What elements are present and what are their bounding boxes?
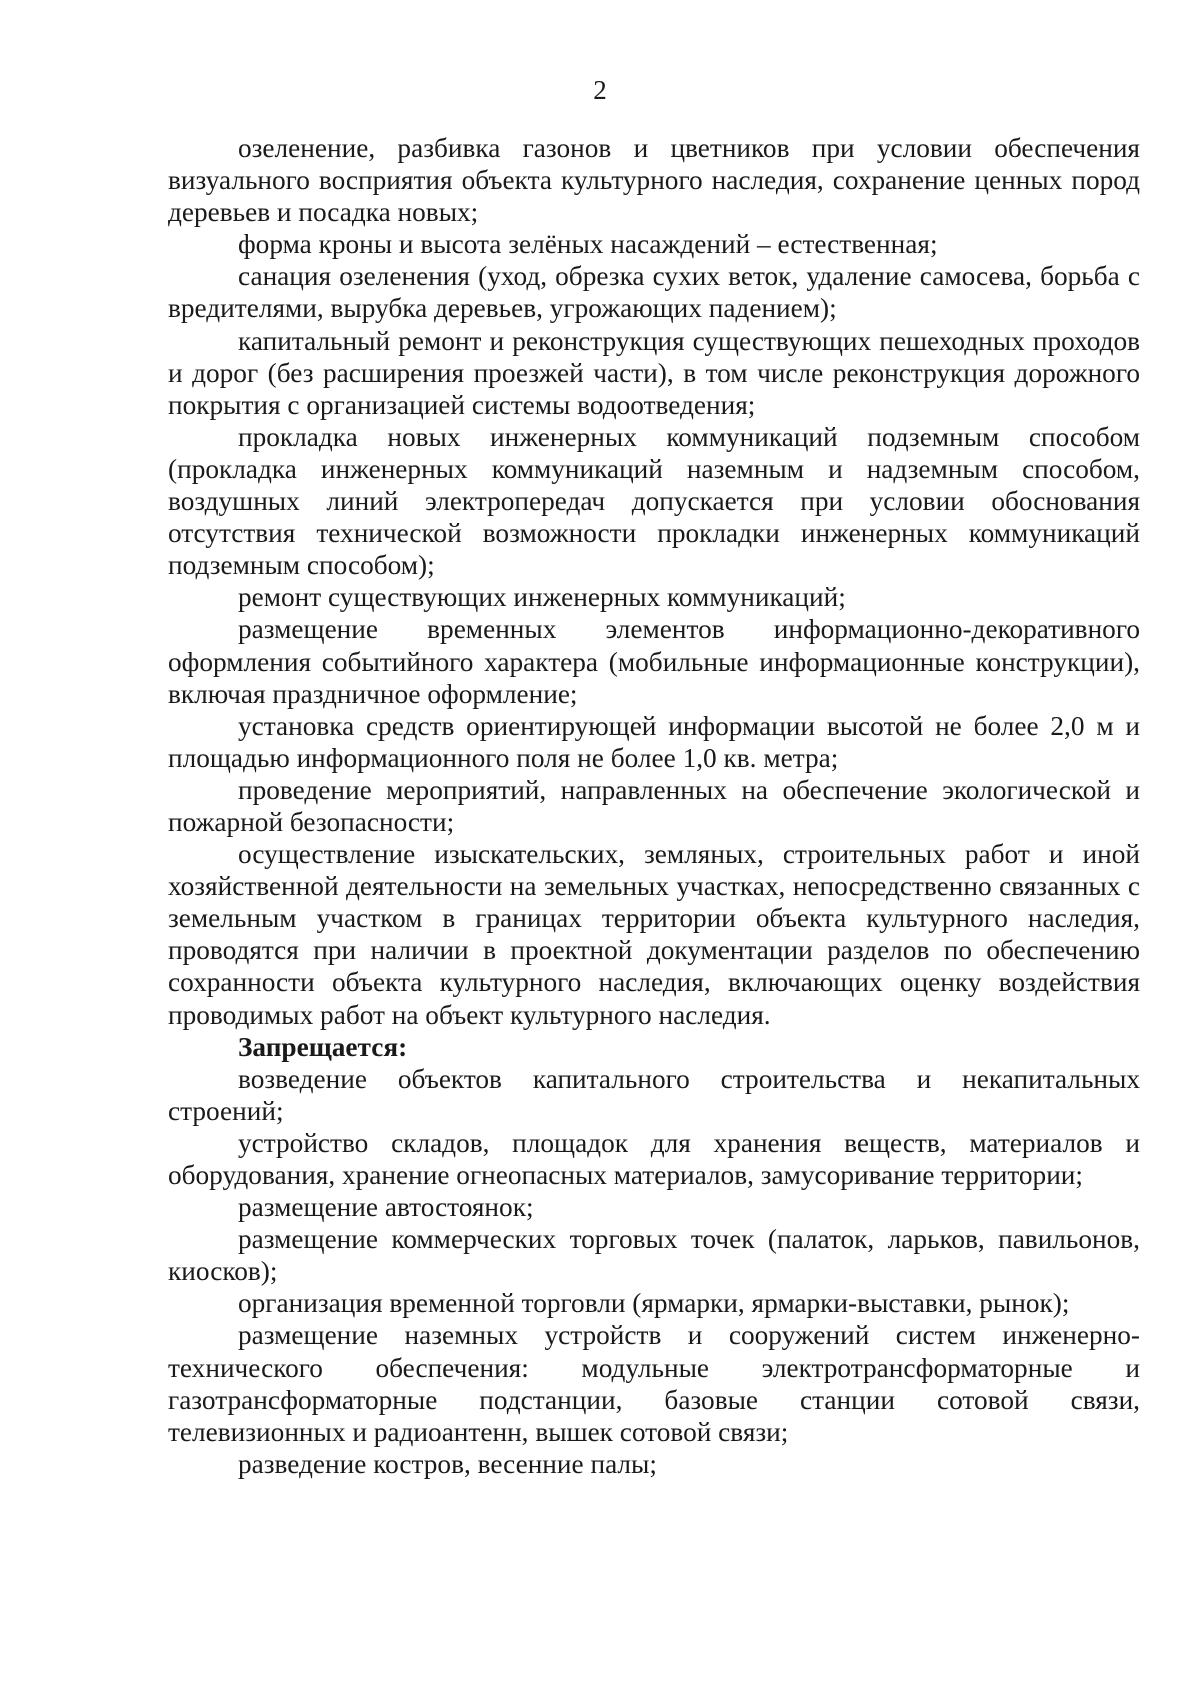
page-number: 2 [593, 75, 607, 105]
paragraph-utilities-laying: прокладка новых инженерных коммуникаций подземным способом (прокладка инженерных коммуникаций наземным и надземным способом, воздушных линий электропередач допускается при условии обоснования отсутствия технической возможности прокладки инженерных коммуникаций подземным способом); [168, 421, 1140, 581]
paragraph-trade-ban: организация временной торговли (ярмарки, ярмарки-выставки, рынок); [238, 1288, 1070, 1319]
paragraph-sanitation: санация озеленения (уход, обрезка сухих веток, удаление самосева, борьба с вредителями, вырубка деревьев, угрожающих падением); [168, 261, 1140, 324]
paragraph-crown-shape: форма кроны и высота зелёных насаждений – естественная; [238, 229, 938, 260]
paragraph-utilities-repair: ремонт существующих инженерных коммуникаций; [238, 582, 846, 613]
paragraph-construction-ban: возведение объектов капитального строительства и некапитальных строений; [168, 1063, 1140, 1126]
paragraph-fires-ban: разведение костров, весенние палы; [238, 1448, 657, 1479]
paragraph-temporary-decor: размещение временных элементов информационно-декоративного оформления событийного характера (мобильные информационные конструкции), включая праздничное оформление; [168, 614, 1140, 709]
document-body [168, 132, 1140, 1480]
paragraph-landscaping: озеленение, разбивка газонов и цветников при условии обеспечения визуального восприятия объекта культурного наследия, сохранение ценных пород деревьев и посадка новых; [168, 133, 1140, 228]
paragraph-engineering-structures-ban: размещение наземных устройств и сооружений систем инженерно-технического обеспечения: модульные электротрансформаторные и газотрансформаторные подстанции, базовые станции сотовой связи, телевизионных и радиоантенн, вышек сотовой связи; [168, 1320, 1140, 1447]
paragraph-safety-measures: проведение мероприятий, направленных на обеспечение экологической и пожарной безопасности; [168, 774, 1140, 837]
paragraph-kiosks-ban: размещение коммерческих торговых точек (палаток, ларьков, павильонов, киосков); [168, 1224, 1140, 1287]
paragraph-road-repair: капитальный ремонт и реконструкция существующих пешеходных проходов и дорог (без расширения проезжей части), в том числе реконструкция дорожного покрытия с организацией системы водоотведения; [168, 325, 1140, 420]
paragraph-orientation-signs: установка средств ориентирующей информации высотой не более 2,0 м и площадью информационного поля не более 1,0 кв. метра; [168, 710, 1140, 773]
paragraph-parking-ban: размещение автостоянок; [238, 1192, 534, 1223]
section-heading-prohibited: Запрещается: [238, 1031, 408, 1062]
paragraph-survey-works: осуществление изыскательских, земляных, строительных работ и иной хозяйственной деятельности на земельных участках, непосредственно связанных с земельным участком в границах территории объекта культурного наследия, проводятся при наличии в проектной документации разделов по обеспечению сохранности объекта культурного наследия, включающих оценку воздействия проводимых работ на объект культурного наследия. [168, 839, 1140, 1030]
paragraph-storage-ban: устройство складов, площадок для хранения веществ, материалов и оборудования, хранение огнеопасных материалов, замусоривание территории; [168, 1127, 1140, 1190]
